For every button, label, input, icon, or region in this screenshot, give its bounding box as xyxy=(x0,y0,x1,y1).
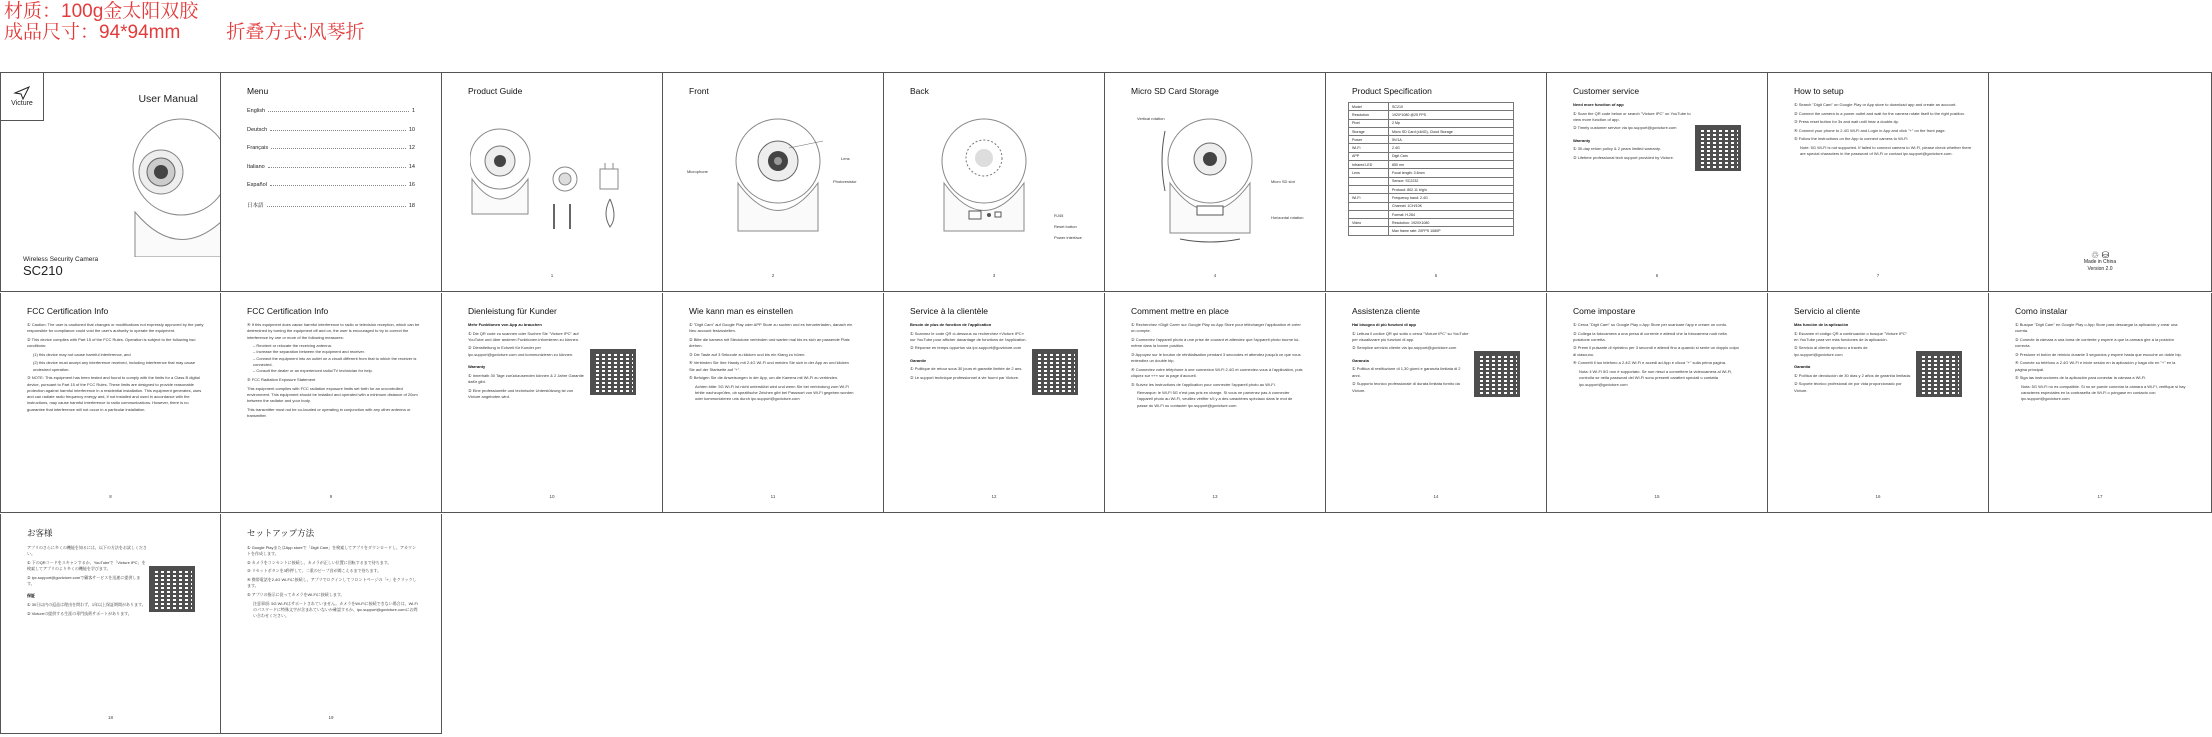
page-number: 1 xyxy=(550,273,554,278)
text-item: ④ If this equipment does cause harmful interference to radio or television reception, which can be determined by turning the equipment off and on, the user is encouraged to try to correct the interference by one or more of the following measures: xyxy=(247,322,420,340)
qr-code[interactable] xyxy=(149,566,195,612)
page-number: 11 xyxy=(770,494,776,499)
spec-key: Wi-Fi xyxy=(1349,194,1389,202)
spec-key xyxy=(1349,210,1389,218)
text-item: ④ Conecte su teléfono a 2.4G Wi-Fi e inicie sesión en la aplicación y haga clic en "+" en la página principal. xyxy=(2015,360,2176,372)
spec-value: Digit Cam xyxy=(1389,152,1514,160)
text-item: ① Recherchez «Digit Cam» sur Google Play ou App Store pour télécharger l'application et créer un compte. xyxy=(1131,322,1301,334)
text-item: ① Escanee el código QR a continuación o busque "Victure IPC" en YouTube para ver más funciones de la aplicación. xyxy=(1794,330,1908,342)
spec-table xyxy=(1348,102,1514,236)
text-item: ② Timely customer service via ipc.support@govicture.com xyxy=(1573,125,1677,131)
text-item: ① Scan the QR code below or search "Victure IPC" on YouTube to view more function of app. xyxy=(1573,110,1691,122)
panel-title: Comment mettre en place xyxy=(1131,306,1229,316)
text-item: ① Politica di restituzione di 1,30 giorni e garanzia limitata di 2 anni. xyxy=(1352,366,1461,378)
text-item: ② Soporte técnico profesional de por vida proporcionado por Victure. xyxy=(1794,381,1902,393)
es2-panel xyxy=(1989,293,2212,513)
text-item: ② Servicio al cliente oportuno a través de ipc.support@govicture.com xyxy=(1794,345,1868,357)
plane-icon xyxy=(13,86,31,100)
panel-title: Wie kann man es einstellen xyxy=(689,306,793,316)
section-heading: Need more function of app xyxy=(1573,102,1624,107)
fr2-panel xyxy=(1105,293,1326,513)
brand-name: Victure xyxy=(11,100,33,107)
version-text: Version 2.0 xyxy=(2087,266,2113,272)
section-heading: Warranty xyxy=(468,364,486,370)
panel-title: FCC Certification Info xyxy=(27,306,109,316)
panel-title: FCC Certification Info xyxy=(247,306,329,316)
section-heading: Más función de la aplicación xyxy=(1794,322,1849,327)
fcc1-panel xyxy=(0,293,221,513)
spec-value: 2 Mp xyxy=(1389,119,1514,127)
text-item: ① 下のQRコードをスキャンするか、YouTubeで「Victure IPC」を検索してアプリのより多くの機能を学びます。 xyxy=(27,559,146,572)
panel-title: Product Guide xyxy=(468,86,523,96)
camera-illustration xyxy=(121,117,221,257)
spec-key: Video xyxy=(1349,219,1389,227)
page-number: 9 xyxy=(329,494,333,499)
page-number: 17 xyxy=(2097,494,2103,499)
text-item: ⑤ Befolgen Sie die Anweisungen in der App, um die Kamera mit Wi-Fi zu verbinden. xyxy=(689,375,839,381)
front-panel xyxy=(663,72,884,292)
page-number: 10 xyxy=(549,494,555,499)
text-item: This equipment complies with FCC radiation exposure limits set forth for an uncontrolled environment. This equipment should be installed and operated with a minimum distance of 20cm between the radiator and your body. xyxy=(247,385,418,404)
spec-row xyxy=(1349,119,1514,127)
camera-sd-illustration xyxy=(1155,111,1265,246)
spec-row xyxy=(1349,127,1514,135)
text-item: ④ Connect your phone to 2.4G Wi-Fi and Login in App and click "+" on the front page. xyxy=(1794,127,1946,133)
ja1-panel xyxy=(0,514,221,734)
text-item: ① Google PlayまたはApp storeで「Digit Cam」を検索してアプリをダウンロードし、アカウントを作成します。 xyxy=(247,545,416,557)
section-heading: 保証 xyxy=(27,593,35,599)
spec-row xyxy=(1349,194,1514,202)
text-item: ① 30日以内の返品は理由を問わず、1年以上保証期間があります。 xyxy=(27,601,146,607)
spec-row xyxy=(1349,136,1514,144)
size-fold-line xyxy=(4,21,365,45)
text-item: ② Eine professionelle und technische Unterstützung ist von Victure angeboten wird. xyxy=(468,387,574,399)
text-item: ① Search "Digit Cam" on Google Play or App store to download app and create an account. xyxy=(1794,102,1957,107)
panel-title: Product Specification xyxy=(1352,86,1432,96)
spec-key xyxy=(1349,202,1389,210)
text-item: ⑤ アプリの指示に従ってカメラをWi-Fiに接続します。 xyxy=(247,591,345,597)
text-item: (2) this device must accept any interference received, including interference that may cause undesired operation. xyxy=(33,360,196,372)
print-sheet xyxy=(0,72,2212,737)
spec-value: 1920*1080 @25 FPS xyxy=(1389,111,1514,119)
spec-key xyxy=(1349,227,1389,235)
spec-panel xyxy=(1326,72,1547,292)
spec-key: Lens xyxy=(1349,169,1389,177)
spec-value: 850 nm xyxy=(1389,161,1514,169)
page-number: 15 xyxy=(1654,494,1660,499)
camera-back-illustration xyxy=(929,113,1039,243)
page-number: 8 xyxy=(109,494,112,499)
spec-key xyxy=(1349,177,1389,185)
spec-value: Channel: 1CH/10K xyxy=(1389,202,1514,210)
fcc2-panel xyxy=(221,293,442,513)
text-item: ② Supporto tecnico professionale di durata limitata fornito da Victure. xyxy=(1352,381,1460,393)
qr-code[interactable] xyxy=(1032,349,1078,395)
cover-panel xyxy=(0,72,221,292)
callout-label: RJ45 xyxy=(1054,213,1064,218)
callout-label: Micro SD slot xyxy=(1271,179,1295,184)
section-heading: Besoin de plus de fonction de l'application xyxy=(910,322,992,327)
callout-label: Horizontal rotation xyxy=(1271,215,1304,220)
spec-value: 5V/1A xyxy=(1389,136,1514,144)
text-item: ⑤ Follow the instructions on the App to connect camera to Wi-Fi. xyxy=(1794,136,1909,142)
note-text: Remarque: le Wi-Fi 5G n'est pas pris en charge. Si vous ne parvenez pas à connecter l'appareil photo au Wi-Fi, veuillez vérifier s'il y a des caractères spéciaux dans le mot de passe du Wi-Fi ou contacter ipc.support@govicture.com xyxy=(1137,390,1293,408)
text-item: ③ Presione el botón de reinicio durante 3 segundos y espere hasta que escuche un doble bip. xyxy=(2015,351,2182,357)
spec-row xyxy=(1349,103,1514,111)
text-item: ② カメラをコンセントに接続し、カメラが正しい位置に回転するまで待ちます。 xyxy=(247,559,392,565)
text-item: ② Dienstleitung in Echzeit für Kunder per ipc.support@govicture.com und kommunizieren zu können. xyxy=(468,345,574,357)
customer-panel xyxy=(1547,72,1768,292)
page-number: 14 xyxy=(1433,494,1439,499)
it1-panel xyxy=(1326,293,1547,513)
text-item: ⑤ Suivez les instructions de l'application pour connecter l'appareil photo au Wi-Fi. xyxy=(1131,381,1276,387)
panel-title: Dienleistung für Kunder xyxy=(468,306,557,316)
section-heading: アプリのさらに多くの機能を知るには、以下の方法をお試しください。 xyxy=(27,545,147,557)
menu-panel xyxy=(221,72,442,292)
text-item: ② Victureの提供する生涯の専門技術サポートがあります。 xyxy=(27,610,132,616)
text-item: ① Innerhalb 30 Tage zurückzusenden können & 2 Jahre Garantie dafür gibt. xyxy=(468,372,584,384)
qr-code[interactable] xyxy=(590,349,636,395)
spec-row xyxy=(1349,111,1514,119)
back-cover-panel xyxy=(1989,72,2212,292)
spec-row xyxy=(1349,219,1514,227)
spec-key: Model xyxy=(1349,103,1389,111)
spec-row xyxy=(1349,227,1514,235)
panel-title: How to setup xyxy=(1794,86,1844,96)
size-text: 成品尺寸：94*94mm xyxy=(4,22,181,43)
text-item: ① Busque "Digit Cam" en Google Play o App Store para descargar la aplicación y crear una cuenta. xyxy=(2015,322,2178,334)
page-number: 13 xyxy=(1212,494,1218,499)
note-text: Note: 5G Wi-Fi is not supported. If failed to connect camera to Wi-Fi, please check whether there are special characters in the password of Wi-Fi or contact ipc.support@govicture.com. xyxy=(1800,144,1972,157)
spec-key xyxy=(1349,185,1389,193)
panel-title: Servicio al cliente xyxy=(1794,306,1861,316)
material-line: 材质：100g金太阳双胶 xyxy=(4,1,199,22)
panel-title: Menu xyxy=(247,86,269,96)
callout-label: Vertical rotation xyxy=(1137,116,1165,121)
callout-label: Photoresistor xyxy=(833,179,857,184)
spec-value: SC210 xyxy=(1389,103,1514,111)
spec-value: Micro SD Card (≤64G), Cloud Storage xyxy=(1389,127,1514,135)
spec-row xyxy=(1349,161,1514,169)
text-item: – Consult the dealer or an experienced radio/TV technician for help. xyxy=(253,368,373,374)
text-item: ③ Appuyez sur le bouton de réinitialisation pendant 3 secondes et attendez jusqu'à ce que vous entendiez un double bip. xyxy=(1131,351,1301,364)
text-item: ② Connect the camera to a power outlet and wait for the camera rotate itself to the right position. xyxy=(1794,110,1966,116)
text-item: ② This device complies with Part 15 of the FCC Rules. Operation is subject to the following two conditions: xyxy=(27,336,196,349)
text-item: ③ Press reset button for 3s and wait until hear a double-tip. xyxy=(1794,119,1899,125)
text-item: ① Caution: The user is cautioned that changes or modifications not expressly approved by the party responsible for compliance could void the user's authority to operate the equipment. xyxy=(27,322,204,334)
spec-key: Power xyxy=(1349,136,1389,144)
text-item: ④ 携帯電話を2.4G Wi-Fiに接続し、アプリでログインしてフロントページの「+」をクリックします。 xyxy=(247,577,417,589)
text-item: ① Cerca "Digit Cam" su Google Play o App Store per scaricare l'app e creare un conto. xyxy=(1573,322,1728,327)
text-item: ② Semplice servizio cliente via ipc.support@govicture.com xyxy=(1352,345,1457,351)
menu-list xyxy=(247,108,415,209)
panel-title: Front xyxy=(689,86,709,96)
page-number: 3 xyxy=(992,273,996,278)
note-text: Achten bitte: 5G Wi-Fi ist nicht unterstützt wird und wenn Sie bei verbindung zum Wi-Fi fehlte nachzuprüfen, ob spezifische Zeichen gibt bei Passwort von Wi-Fi gegeben worden oder kommunizieren uns durch ipc.support@govicture.com xyxy=(695,383,854,402)
text-item: ② Collega la fotocamera a una presa di corrente e attendi che la fotocamera ruoti nella posizione corretta. xyxy=(1573,330,1727,342)
page-number: 12 xyxy=(991,494,997,499)
panel-title: Assistenza cliente xyxy=(1352,306,1421,316)
menu-row[interactable]: Español 16 xyxy=(247,182,415,189)
made-in: Made in China xyxy=(2083,259,2117,265)
page-number: 2 xyxy=(771,273,775,278)
de1-panel xyxy=(442,293,663,513)
panel-title: お客様 xyxy=(27,528,53,538)
recycle-icon: ♲ ⛁ xyxy=(2090,250,2110,260)
text-item: ② Lifetime professional tech support provided by Victure. xyxy=(1573,154,1674,160)
text-item: – Reorient or relocate the receiving antenna. xyxy=(253,343,332,349)
spec-value: Focal length: 3.6mm xyxy=(1389,169,1514,177)
text-item: ⑤ FCC Radiation Exposure Statement xyxy=(247,376,316,382)
ja2-panel xyxy=(221,514,442,734)
callout-label: Lens xyxy=(841,156,850,161)
note-text: 注意事項: 5G Wi-Fiはサポートされていません。カメラをWi-Fiに接続できない場合は、Wi-Fiのパスワードに特殊文字が含まれていないか確認するか、ipc.support@govicture.comにお問い合わせください。 xyxy=(253,600,418,619)
note-text: Nota: il Wi-Fi 5G non è supportato. Se non riesci a connettere la videocamera al Wi-Fi, controlla se nella password del Wi-Fi sono presenti caratteri speciali o contatta ipc.support@govicture.com xyxy=(1579,368,1733,387)
page-number: 5 xyxy=(1434,273,1438,278)
text-item: ① Scannez le code QR ci-dessous ou recherchez «Victure IPC» sur YouTube pour afficher davantage de fonctions de l'application. xyxy=(910,330,1027,342)
back-panel xyxy=(884,72,1105,292)
menu-row[interactable]: Français 12 xyxy=(247,145,415,152)
text-item: ③ リセットボタンを3秒押して、二重のビープ音が聞こえるまで待ちます。 xyxy=(247,568,382,574)
cover-subtitle: Wireless Security Camera xyxy=(23,256,99,263)
text-item: (1) this device may not cause harmful interference, and xyxy=(33,351,131,357)
spec-row xyxy=(1349,152,1514,160)
spec-row xyxy=(1349,210,1514,218)
camera-front-illustration xyxy=(723,113,833,243)
text-item: This transmitter must not be co-located or operating in conjunction with any other antenna or transmitter. xyxy=(247,406,411,419)
fr1-panel xyxy=(884,293,1105,513)
text-item: ① "Digit Cam" auf Google Play oder APP Store zu suchen und es herunterladen, danach ein Neu account festzustellen. xyxy=(689,322,853,334)
setup-panel xyxy=(1768,72,1989,292)
spec-key: Resolution xyxy=(1349,111,1389,119)
cover-title: User Manual xyxy=(138,93,198,105)
qr-code[interactable] xyxy=(1474,351,1520,397)
text-item: ① 30-day return policy & 2 years limited warranty. xyxy=(1573,146,1661,152)
guide-panel xyxy=(442,72,663,292)
section-heading: Garantía xyxy=(1794,364,1811,370)
sd-panel xyxy=(1105,72,1326,292)
text-item: ③ Die Taste auf 3 Sekunde zu klicken und bis ein Klang zu hören. xyxy=(689,351,806,357)
menu-row[interactable]: Deutsch 10 xyxy=(247,126,415,133)
qr-code[interactable] xyxy=(1916,351,1962,397)
text-item: ① Lettura il codice QR qui sotto o cerca "Victure IPC" su YouTube per visualizzare più funzioni di app. xyxy=(1352,330,1469,342)
text-item: ③ Premi il pulsante di ripristino per 3 secondi e attendi fino a quando si sente un doppio colpo di ciascuno. xyxy=(1573,345,1739,357)
page-number: 7 xyxy=(1876,273,1880,278)
section-heading: Garanzia xyxy=(1352,357,1369,363)
spec-value: Format: H.264 xyxy=(1389,210,1514,218)
spec-key: APP xyxy=(1349,152,1389,160)
qr-code[interactable] xyxy=(1695,125,1741,171)
spec-value: Sensor: SC2232 xyxy=(1389,177,1514,185)
panel-title: Como instalar xyxy=(2015,306,2068,316)
package-contents-illustration xyxy=(470,119,650,229)
panel-title: Service à la clientèle xyxy=(910,306,988,316)
page-number: 16 xyxy=(1875,494,1881,499)
spec-value: Protocol: 802.11 b/g/n xyxy=(1389,185,1514,193)
text-item: ② Connectez l'appareil photo à une prise de courant et attendez que l'appareil photo tourne lui-même dans la bonne position. xyxy=(1131,336,1300,349)
text-item: – Increase the separation between the equipment and receiver. xyxy=(253,349,365,355)
spec-value: 2.4G xyxy=(1389,144,1514,152)
panel-title: Customer service xyxy=(1573,86,1640,96)
page-number: 4 xyxy=(1213,273,1217,278)
text-item: ② Réponse en temps opportun via ipc.support@govicture.com xyxy=(910,345,1022,351)
spec-key: Pixel xyxy=(1349,119,1389,127)
text-item: ⑤ Siga las instrucciones de la aplicación para conectar la cámara a Wi-Fi. xyxy=(2015,375,2147,381)
text-item: ② Conecte la cámara a una toma de corriente y espere a que la cámara gire a la posición correcta. xyxy=(2015,336,2175,349)
spec-row xyxy=(1349,144,1514,152)
es1-panel xyxy=(1768,293,1989,513)
spec-row xyxy=(1349,169,1514,177)
it2-panel xyxy=(1547,293,1768,513)
text-item: ③ NOTE: This equipment has been tested and found to comply with the limits for a Class B digital device, pursuant to Part 15 of the FCC Rules. These limits are designed to provide reasonable protection against harmful interference in a residential installation. This equipment generates, uses and can radiate radio frequency energy and, if not installed and used in accordance with the instructions, may cause harmful interference to radio communications. However, there is no guarantee that interference will not occur in a particular installation. xyxy=(27,375,202,412)
de2-panel xyxy=(663,293,884,513)
text-item: ① Politique de retour sous 30 jours et garantie limitée de 2 ans. xyxy=(910,366,1023,372)
menu-row[interactable]: Italiano 14 xyxy=(247,163,415,170)
spec-key: Infrared LED xyxy=(1349,161,1389,169)
text-item: – Connect the equipment into an outlet on a circuit different from that to which the receiver is connected. xyxy=(253,355,417,368)
spec-value: Resolution: 1920X1080 xyxy=(1389,219,1514,227)
spec-key: Storage xyxy=(1349,127,1389,135)
callout-label: Reset button xyxy=(1054,224,1077,229)
callout-label: Microphone xyxy=(687,169,708,174)
cover-model: SC210 xyxy=(23,263,63,278)
text-item: ④ Connetti il tuo telefono a 2.4G Wi-Fi e accedi ad App e clicca "+" sulla prima pagina. xyxy=(1573,360,1727,366)
page-number: 18 xyxy=(107,715,113,720)
page-number: 19 xyxy=(328,715,334,720)
text-item: ② Bitte die kamera mit Steckdose verbinden und warten mal bis es sich an passende Platz drehen. xyxy=(689,336,850,349)
menu-row[interactable]: English 1 xyxy=(247,108,415,114)
text-item: ② ipc.support@govicture.comで顧客サービスを迅速に提供します。 xyxy=(27,574,141,587)
text-item: ① Die QR code zu scannen oder Suchen Sie "Victure IPC" auf YouTube und über anderen Funktionen informieren zu können. xyxy=(468,330,580,342)
note-text: Nota: 5G Wi-Fi no es compatible. Si no se puede conectar la cámara a Wi-Fi, verifique si hay caracteres especiales en la contraseña de Wi-Fi o póngase en contacto con ipc.support@govicture.com xyxy=(2021,383,2186,402)
spec-row xyxy=(1349,177,1514,185)
text-item: ④ Connectez votre téléphone à une connexion Wi-Fi 2,4G et connectez-vous à l'application, puis cliquez sur «+» sur la page d'accueil. xyxy=(1131,366,1303,378)
panel-title: Back xyxy=(910,86,929,96)
spec-row xyxy=(1349,202,1514,210)
text-item: ① Política de devolución de 30 días y 2 años de garantía limitada. xyxy=(1794,372,1911,378)
callout-label: Power interface xyxy=(1054,235,1082,240)
section-heading: Mehr Funktionen von App zu brauchen xyxy=(468,322,542,327)
page-number: 6 xyxy=(1655,273,1659,278)
spec-value: Frequency band: 2.4G xyxy=(1389,194,1514,202)
section-heading: Warranty xyxy=(1573,137,1591,143)
section-heading: Hai bisogno di più funzioni di app xyxy=(1352,322,1416,327)
fold-text: 折叠方式:风琴折 xyxy=(226,22,365,43)
brand-logo xyxy=(1,73,44,121)
panel-title: セットアップ方法 xyxy=(247,528,315,538)
panel-title: Come impostare xyxy=(1573,306,1636,316)
menu-row[interactable]: 日本語 18 xyxy=(247,202,415,209)
section-heading: Garantie xyxy=(910,357,927,363)
spec-key: Wi-Fi xyxy=(1349,144,1389,152)
panel-title: Micro SD Card Storage xyxy=(1131,86,1219,96)
spec-value: Max frame rate: 20FPS 1080P xyxy=(1389,227,1514,235)
text-item: ④ Verbinden Sie Ihre Handy mit 2.4G Wi-Fi und melden Sie sich in der App an und klicken Sie auf der Startseite auf "+". xyxy=(689,360,849,372)
spec-row xyxy=(1349,185,1514,193)
text-item: ② Le support technique professionnel à vie fourni par Victure. xyxy=(910,374,1020,380)
